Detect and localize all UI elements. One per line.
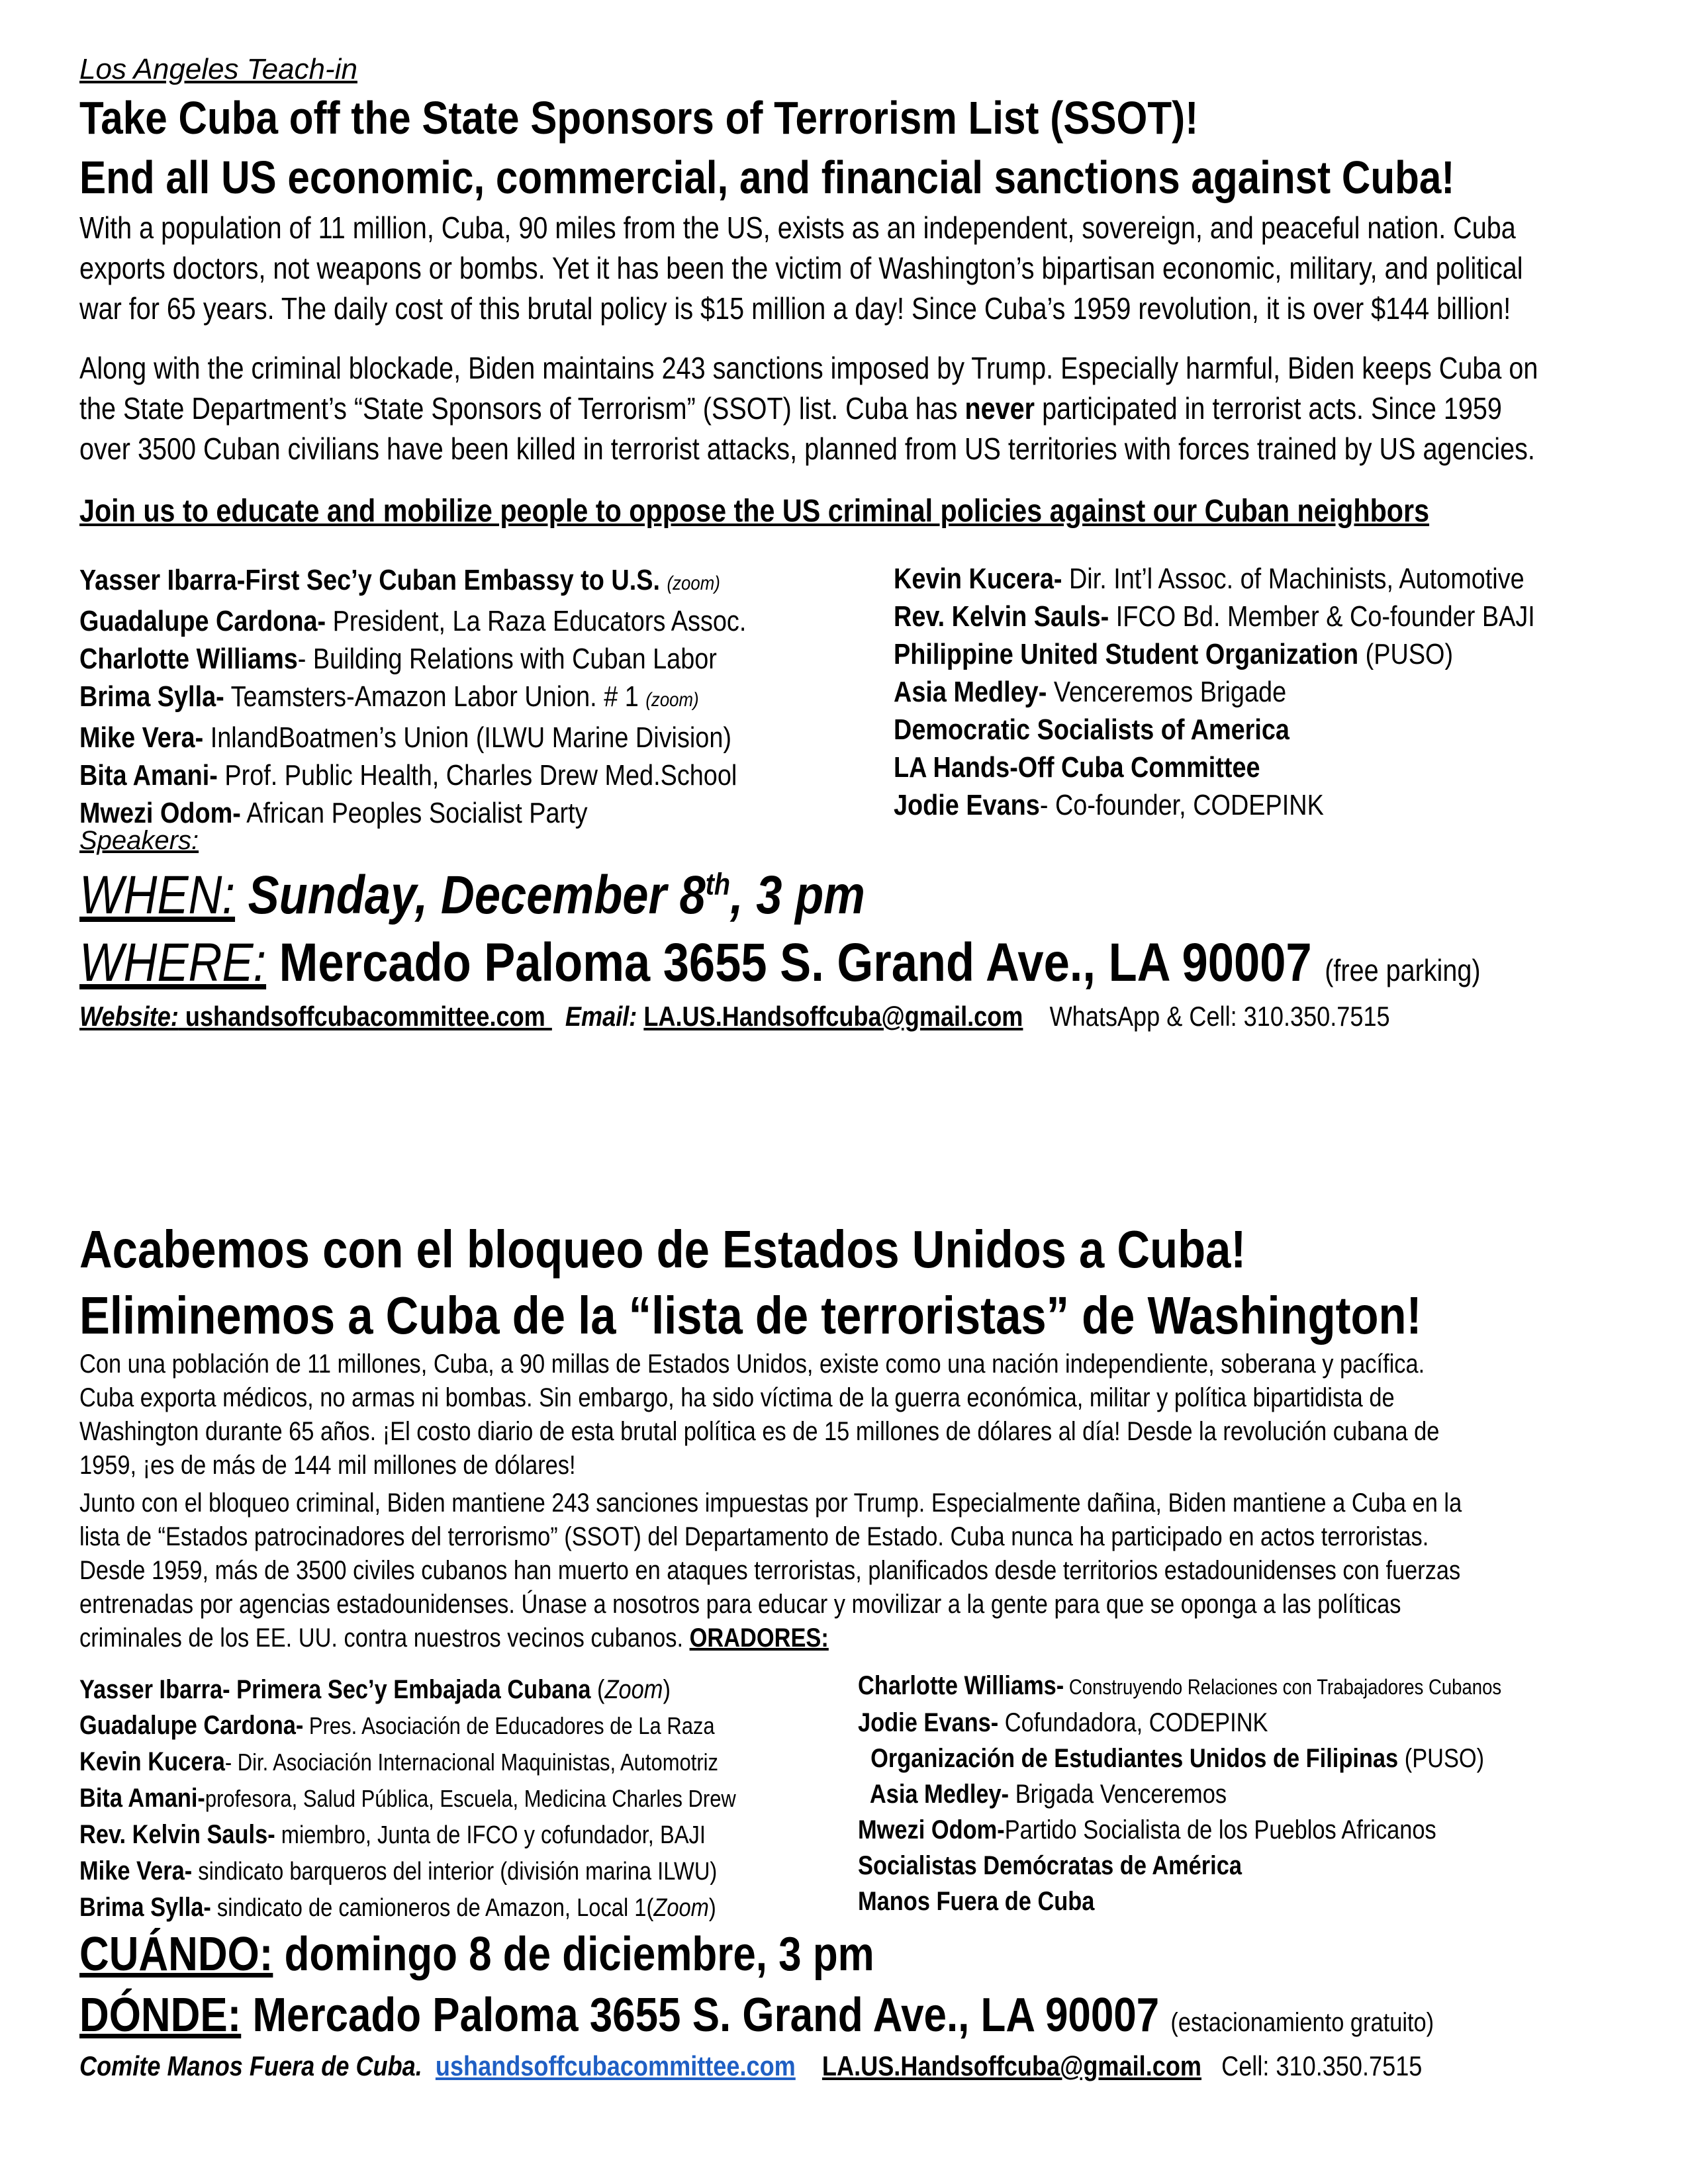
speaker-kevin-kucera [894, 560, 1535, 598]
speaker-role: - Co-founder, CODEPINK [1039, 789, 1324, 821]
speaker-role: Dir. Int’l Assoc. of Machinists, Automotive [1062, 563, 1524, 595]
where-note: (free parking) [1325, 953, 1481, 987]
speaker-role: President, La Raza Educators Assoc. [326, 605, 747, 637]
speaker-name: Asia Medley- [894, 676, 1047, 708]
speaker-name: Mike Vera- [79, 1856, 193, 1886]
orador-charlotte-williams [858, 1668, 1501, 1705]
orador-kelvin-sauls [79, 1817, 736, 1853]
spanish-speakers-left [79, 1672, 736, 1926]
english-paragraph-1 [79, 208, 1523, 329]
english-para1-line-3: war for 65 years. The daily cost of this brutal policy is $15 million a day! Since Cuba’s 1959 revolution, it is over $144 billion! [79, 291, 1511, 326]
english-call-to-action: Join us to educate and mobilize people to oppose the US criminal policies against our Cuban neighbors [79, 494, 1430, 529]
speaker-name: Organización de Estudiantes Unidos de Filipinas [858, 1744, 1399, 1773]
spanish-website-link[interactable]: ushandsoffcubacommittee.com [435, 2050, 796, 2081]
speaker-name: Mwezi Odom- [858, 1815, 1005, 1844]
speaker-yasser-ibarra [79, 561, 746, 602]
orador-brima-sylla [79, 1889, 736, 1926]
english-speakers-right [894, 560, 1535, 824]
speaker-dsa [894, 711, 1535, 749]
speaker-name: Jodie Evans- [858, 1708, 999, 1737]
zoom-close: ) [663, 1675, 671, 1704]
spanish-headline-2: Eliminemos a Cuba de la “lista de terroristas” de Washington! [79, 1286, 1422, 1345]
spanish-paragraph-1 [79, 1347, 1439, 1482]
when-sup: th [705, 866, 731, 901]
donde-value: Mercado Paloma 3655 S. Grand Ave., LA 90007 [241, 1989, 1171, 2042]
email-link[interactable]: LA.US.Handsoffcuba@gmail.com [643, 1001, 1023, 1032]
speaker-role: - Building Relations with Cuban Labor [297, 643, 717, 675]
orador-asia-medley [858, 1776, 1501, 1812]
cuando-value: domingo 8 de diciembre, 3 pm [273, 1928, 874, 1981]
when-value: Sunday, December 8 [235, 865, 706, 925]
spanish-headline-1: Acabemos con el bloqueo de Estados Unidos a Cuba! [79, 1220, 1246, 1279]
speaker-name: Socialistas Demócratas de América [858, 1851, 1243, 1880]
website-label: Website: [79, 1001, 179, 1032]
speaker-name: Kevin Kucera- [894, 563, 1062, 595]
speaker-role: Cofundadora, CODEPINK [998, 1708, 1268, 1737]
speaker-role: miembro, Junta de IFCO y cofundador, BAJI [275, 1821, 706, 1849]
spanish-when [79, 1927, 874, 1981]
speaker-name: Charlotte Williams- [858, 1671, 1064, 1700]
speaker-bita-amani [79, 756, 746, 794]
speaker-name: Rev. Kelvin Sauls- [894, 600, 1109, 633]
where-value: Mercado Paloma 3655 S. Grand Ave., LA 90007 [266, 933, 1325, 993]
orador-bita-amani [79, 1780, 736, 1817]
speaker-jodie-evans [894, 786, 1535, 824]
speaker-la-hands-off [894, 749, 1535, 786]
speaker-role: IFCO Bd. Member & Co-founder BAJI [1109, 600, 1535, 633]
orador-jodie-evans [858, 1705, 1501, 1741]
speaker-role: Venceremos Brigade [1047, 676, 1287, 708]
speaker-name: Jodie Evans [894, 789, 1040, 821]
spanish-para2-line-4: entrenadas por agencias estadounidenses. Únase a nosotros para educar y movilizar a la gente para que se oponga a las políticas [79, 1590, 1401, 1619]
speaker-name: Asia Medley- [858, 1780, 1009, 1809]
speaker-role: Pres. Asociación de Educadores de La Raza [303, 1712, 715, 1739]
speaker-name: Guadalupe Cardona- [79, 1711, 304, 1740]
cuando-label: CUÁNDO: [79, 1928, 273, 1981]
speaker-role: ( [590, 1675, 605, 1704]
speaker-name: Rev. Kelvin Sauls- [79, 1820, 275, 1849]
zoom-note: (zoom) [645, 689, 699, 711]
speaker-role: African Peoples Socialist Party [240, 797, 588, 829]
speaker-name: Bita Amani- [79, 1784, 205, 1813]
speaker-guadalupe-cardona [79, 602, 746, 640]
speaker-name: Democratic Socialists of America [894, 713, 1289, 746]
spanish-paragraph-2 [79, 1486, 1462, 1655]
spanish-speakers-right [858, 1668, 1501, 1919]
spanish-where [79, 1988, 1434, 2042]
speaker-role: Teamsters-Amazon Labor Union. # 1 [224, 680, 646, 713]
orador-manos-fuera [858, 1884, 1501, 1919]
english-speakers-left [79, 561, 746, 832]
english-where [79, 932, 1481, 994]
spanish-para2-line-3: Desde 1959, más de 3500 civiles cubanos han muerto en ataques terroristas, planificados desde territorios estadounidenses con fuerzas [79, 1556, 1461, 1585]
speaker-role: Prof. Public Health, Charles Drew Med.School [217, 759, 737, 792]
english-paragraph-2 [79, 348, 1538, 469]
speaker-role: Construyendo Relaciones con Trabajadores Cubanos [1064, 1675, 1502, 1699]
spanish-speakers-label: ORADORES: [689, 1623, 829, 1653]
speaker-puso [894, 635, 1535, 673]
spanish-para2-line-5 [79, 1621, 1462, 1655]
english-para1-line-2: exports doctors, not weapons or bombs. Yet it has been the victim of Washington’s bipartisan economic, military, and political [79, 251, 1523, 285]
english-para1-line-1: With a population of 11 million, Cuba, 90 miles from the US, exists as an independent, sovereign, and peaceful nation. Cuba [79, 210, 1516, 245]
english-headline-2: End all US economic, commercial, and financial sanctions against Cuba! [79, 152, 1455, 203]
english-para2-emphasis: never [964, 391, 1035, 426]
when-time: , 3 pm [730, 865, 865, 925]
speaker-asia-medley [894, 673, 1535, 711]
speaker-name: Mike Vera- [79, 721, 204, 754]
speaker-role: Partido Socialista de los Pueblos Africanos [1004, 1815, 1436, 1844]
orador-dsa [858, 1848, 1501, 1884]
speaker-role: sindicato barqueros del interior (división marina ILWU) [192, 1858, 718, 1886]
zoom-note: Zoom [604, 1675, 663, 1704]
orador-guadalupe-cardona [79, 1707, 736, 1744]
english-para2-text-b: participated in terrorist acts. Since 1959 [1035, 391, 1502, 426]
english-para2-line-1: Along with the criminal blockade, Biden maintains 243 sanctions imposed by Trump. Especially harmful, Biden keeps Cuba on [79, 351, 1538, 385]
speaker-role: (PUSO) [1398, 1744, 1485, 1773]
spanish-para1-line-1: Con una población de 11 millones, Cuba, a 90 millas de Estados Unidos, existe como una nación independiente, soberana y pacífica. [79, 1349, 1425, 1379]
english-contact-line [79, 1001, 1390, 1032]
teach-in-kicker: Los Angeles Teach-in [79, 53, 357, 85]
speaker-name: Mwezi Odom- [79, 797, 241, 829]
speaker-name: Bita Amani- [79, 759, 218, 792]
speaker-charlotte-williams [79, 640, 746, 678]
spanish-para1-line-4: 1959, ¡es de más de 144 mil millones de dólares! [79, 1451, 576, 1480]
spanish-para1-line-3: Washington durante 65 años. ¡El costo diario de esta brutal política es de 15 millones de dólares al día! Desde la revolución cubana de [79, 1417, 1440, 1446]
speaker-name: LA Hands-Off Cuba Committee [894, 751, 1260, 784]
speaker-role: InlandBoatmen’s Union (ILWU Marine Division) [203, 721, 731, 754]
spanish-phone: Cell: 310.350.7515 [1221, 2050, 1423, 2081]
speaker-name: Brima Sylla- [79, 680, 224, 713]
spanish-para2-line-2: lista de “Estados patrocinadores del terrorismo” (SSOT) del Departamento de Estado. Cuba nunca ha participado en actos terroristas. [79, 1522, 1429, 1551]
orador-yasser-ibarra [79, 1672, 736, 1707]
spanish-para1-line-2: Cuba exporta médicos, no armas ni bombas. Sin embargo, ha sido víctima de la guerra económica, militar y política bipartidista de [79, 1383, 1395, 1412]
donde-label: DÓNDE: [79, 1989, 242, 2042]
orador-mike-vera [79, 1853, 736, 1889]
zoom-note: (zoom) [667, 572, 720, 594]
english-when [79, 864, 865, 927]
english-headline-1: Take Cuba off the State Sponsors of Terrorism List (SSOT)! [79, 92, 1199, 144]
speaker-name: Philippine United Student Organization [894, 638, 1359, 670]
spanish-email-link[interactable]: LA.US.Handsoffcuba@gmail.com [821, 2050, 1202, 2081]
speaker-name: Manos Fuera de Cuba [858, 1887, 1095, 1916]
spanish-para2-last: criminales de los EE. UU. contra nuestros vecinos cubanos. [79, 1623, 690, 1653]
speaker-role: profesora, Salud Pública, Escuela, Medicina Charles Drew [205, 1785, 736, 1812]
spanish-para2-line-1: Junto con el bloqueo criminal, Biden mantiene 243 sanciones impuestas por Trump. Especialmente dañina, Biden mantiene a Cuba en la [79, 1488, 1462, 1518]
committee-name: Comite Manos Fuera de Cuba. [79, 2050, 422, 2081]
english-para2-line-2 [79, 388, 1538, 429]
website-link[interactable]: ushandsoffcubacommittee.com [178, 1001, 552, 1032]
speaker-role: sindicato de camioneros de Amazon, Local 1( [211, 1894, 654, 1922]
zoom-note: Zoom [653, 1894, 709, 1922]
when-label: WHEN: [79, 865, 236, 925]
zoom-close: ) [708, 1894, 716, 1922]
speaker-role: Brigada Venceremos [1009, 1780, 1227, 1809]
speaker-brima-sylla [79, 678, 746, 719]
email-label: Email: [565, 1001, 637, 1032]
donde-note: (estacionamiento gratuito) [1170, 2008, 1434, 2037]
speaker-name: Charlotte Williams [79, 643, 298, 675]
phone: WhatsApp & Cell: 310.350.7515 [1049, 1001, 1390, 1032]
speaker-role: (PUSO) [1358, 638, 1454, 670]
orador-puso [858, 1741, 1501, 1776]
speaker-name: Yasser Ibarra-First Sec’y Cuban Embassy to U.S. [79, 564, 660, 596]
speaker-name: Kevin Kucera [79, 1747, 225, 1776]
where-label: WHERE: [79, 933, 267, 993]
english-para2-line-3: over 3500 Cuban civilians have been killed in terrorist attacks, planned from US territories with forces trained by US agencies. [79, 432, 1535, 466]
english-para2-text-a: the State Department’s “State Sponsors of Terrorism” (SSOT) list. Cuba has [79, 391, 965, 426]
speaker-name: Brima Sylla- [79, 1893, 211, 1922]
english-speakers-label: Speakers: [79, 826, 199, 855]
spanish-contact-line [79, 2050, 1422, 2082]
speaker-name: Guadalupe Cardona- [79, 605, 326, 637]
speaker-mike-vera [79, 719, 746, 756]
orador-kevin-kucera [79, 1744, 736, 1780]
orador-mwezi-odom [858, 1812, 1501, 1848]
speaker-role: - Dir. Asociación Internacional Maquinistas, Automotriz [224, 1749, 719, 1776]
speaker-kelvin-sauls [894, 598, 1535, 635]
speaker-name: Yasser Ibarra- Primera Sec’y Embajada Cubana [79, 1675, 591, 1704]
